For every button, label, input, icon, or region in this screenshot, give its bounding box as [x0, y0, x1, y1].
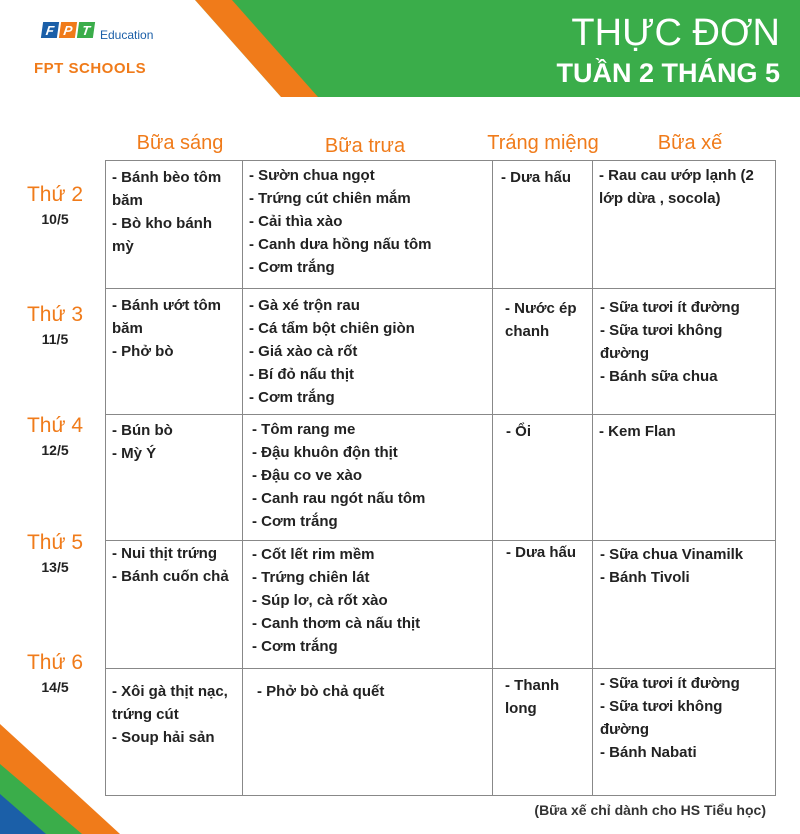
menu-item: - Tôm rang me — [252, 421, 356, 438]
column-header-snack: Bữa xế — [657, 132, 723, 154]
menu-item: - Đậu co ve xào — [252, 467, 363, 484]
menu-cell-snack — [600, 296, 772, 388]
grid-hline — [105, 414, 776, 415]
menu-cell-breakfast — [112, 680, 240, 749]
menu-item: - Cơm trắng — [252, 513, 338, 530]
column-header-lunch: Bữa trưa — [324, 135, 406, 157]
menu-cell-snack — [599, 420, 771, 443]
grid-hline — [105, 668, 776, 669]
menu-item: - Bò kho bánh mỳ — [112, 215, 212, 255]
menu-item: - Nước ép chanh — [505, 300, 577, 340]
menu-item: - Bún bò — [112, 422, 173, 439]
menu-cell-lunch — [249, 164, 487, 279]
menu-cell-breakfast — [112, 542, 240, 588]
menu-item: - Canh dưa hồng nấu tôm — [249, 236, 432, 253]
menu-item: - Mỳ Ý — [112, 445, 157, 462]
day-date: 10/5 — [41, 211, 69, 227]
logo-tile-t: T — [77, 22, 95, 38]
menu-item: - Bánh sữa chua — [600, 368, 718, 385]
menu-item: - Kem Flan — [599, 423, 676, 440]
menu-item: - Cải thìa xào — [249, 213, 343, 230]
menu-item: - Dưa hấu — [506, 544, 577, 561]
grid-vline — [592, 160, 593, 796]
menu-cell-dessert — [505, 297, 589, 343]
menu-item: - Súp lơ, cà rốt xào — [252, 592, 388, 609]
corner-decoration — [0, 724, 120, 834]
grid-vline — [242, 160, 243, 796]
column-header-breakfast: Bữa sáng — [136, 132, 224, 154]
menu-item: - Gà xé trộn rau — [249, 297, 360, 314]
grid-hline — [105, 288, 776, 289]
menu-item: - Bánh bèo tôm băm — [112, 169, 222, 209]
menu-cell-snack — [600, 543, 772, 589]
day-label-fri — [18, 651, 92, 695]
menu-cell-lunch — [252, 543, 488, 658]
day-date: 12/5 — [41, 442, 69, 458]
menu-cell-breakfast — [112, 419, 236, 465]
menu-item: - Giá xào cà rốt — [249, 343, 358, 360]
menu-item: - Xôi gà thịt nạc, trứng cút — [112, 683, 228, 723]
menu-cell-lunch — [252, 418, 488, 533]
menu-item: - Thanh long — [505, 677, 560, 717]
menu-cell-snack — [599, 164, 771, 210]
grid-hline — [105, 795, 776, 796]
menu-item: - Sữa tươi ít đường — [600, 299, 740, 316]
menu-item: - Trứng cút chiên mắm — [249, 190, 411, 207]
menu-item: - Bánh cuốn chả — [112, 568, 229, 585]
day-date: 11/5 — [41, 331, 69, 347]
day-label-tue — [18, 303, 92, 347]
day-name: Thứ 3 — [26, 303, 84, 326]
menu-item: - Rau cau ướp lạnh (2 lớp dừa , socola) — [599, 167, 754, 207]
menu-item: - Sữa chua Vinamilk — [600, 546, 744, 563]
day-name: Thứ 4 — [26, 414, 84, 437]
menu-cell-snack — [600, 672, 772, 764]
column-header-dessert: Tráng miệng — [487, 132, 599, 154]
menu-item: - Canh rau ngót nấu tôm — [252, 490, 426, 507]
menu-cell-lunch — [257, 680, 489, 703]
menu-item: - Bí đỏ nấu thịt — [249, 366, 354, 383]
menu-item: - Ổi — [506, 423, 531, 440]
logo-tile-f: F — [41, 22, 59, 38]
menu-cell-lunch — [249, 294, 487, 409]
grid-vline — [775, 160, 776, 796]
menu-item: - Phở bò — [112, 343, 174, 360]
grid-hline — [105, 160, 776, 161]
day-name: Thứ 2 — [26, 183, 84, 206]
menu-item: - Cốt lết rim mềm — [252, 546, 375, 563]
menu-item: - Đậu khuôn độn thịt — [252, 444, 398, 461]
day-label-wed — [18, 414, 92, 458]
menu-item: - Cơm trắng — [249, 259, 335, 276]
menu-item: - Sữa tươi ít đường — [600, 675, 740, 692]
menu-cell-dessert — [505, 674, 589, 720]
logo-education-label: Education — [100, 28, 154, 42]
menu-item: - Bánh Nabati — [600, 744, 697, 761]
menu-item: - Trứng chiên lát — [252, 569, 370, 586]
menu-item: - Sữa tươi không đường — [600, 322, 723, 362]
day-date: 14/5 — [41, 679, 69, 695]
menu-item: - Canh thơm cà nấu thịt — [252, 615, 421, 632]
menu-cell-dessert — [506, 541, 590, 564]
day-date: 13/5 — [41, 559, 69, 575]
menu-item: - Bánh ướt tôm băm — [112, 297, 222, 337]
day-label-thu — [18, 531, 92, 575]
menu-cell-dessert — [506, 420, 590, 443]
page-title: THỰC ĐƠN — [571, 12, 780, 54]
menu-item: - Cơm trắng — [249, 389, 335, 406]
menu-item: - Soup hải sản — [112, 729, 215, 746]
menu-item: - Cơm trắng — [252, 638, 338, 655]
grid-vline — [105, 160, 106, 796]
menu-cell-breakfast — [112, 294, 236, 363]
page-subtitle: TUẦN 2 THÁNG 5 — [556, 58, 780, 88]
menu-item: - Nui thịt trứng — [112, 545, 217, 562]
day-name: Thứ 6 — [26, 651, 84, 674]
grid-vline — [492, 160, 493, 796]
menu-item: - Bánh Tivoli — [600, 569, 690, 586]
day-name: Thứ 5 — [26, 531, 84, 554]
menu-item: - Dưa hấu — [501, 169, 572, 186]
footnote: (Bữa xế chỉ dành cho HS Tiểu học) — [534, 802, 766, 818]
menu-item: - Phở bò chả quết — [257, 683, 385, 700]
menu-item: - Cá tẩm bột chiên giòn — [249, 320, 415, 337]
menu-cell-dessert — [501, 166, 589, 189]
menu-item: - Sườn chua ngọt — [249, 167, 375, 184]
menu-item: - Sữa tươi không đường — [600, 698, 723, 738]
menu-cell-breakfast — [112, 166, 236, 258]
grid-hline — [105, 540, 776, 541]
day-label-mon — [18, 183, 92, 227]
logo-tile-p: P — [59, 22, 77, 38]
logo-schools-label: FPT SCHOOLS — [34, 60, 147, 77]
